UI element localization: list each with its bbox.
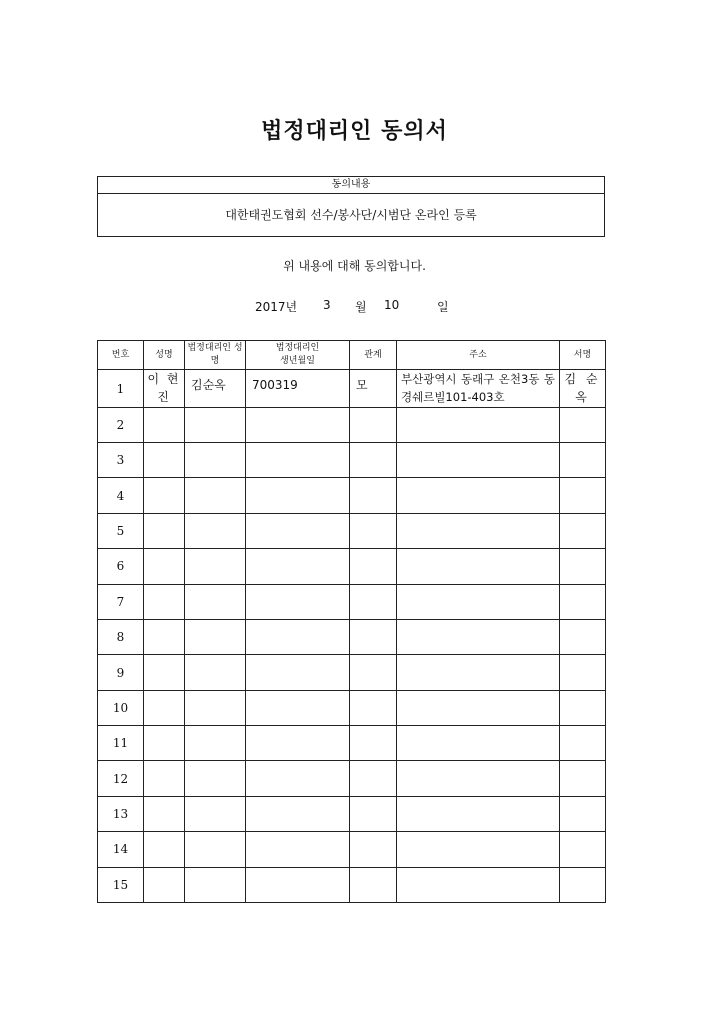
empty-cell [397,867,560,902]
empty-cell [397,513,560,548]
empty-cell [246,832,350,867]
empty-cell [397,478,560,513]
empty-cell [185,726,246,761]
empty-cell [560,655,606,690]
empty-cell [246,867,350,902]
empty-cell [560,796,606,831]
empty-cell [246,796,350,831]
empty-cell [246,690,350,725]
row-number: 13 [98,796,144,831]
table-row [98,761,606,796]
empty-cell [246,407,350,442]
empty-cell [560,407,606,442]
empty-cell [144,513,185,548]
row-number: 3 [98,443,144,478]
table-row [98,584,606,619]
header-name: 성명 [144,341,185,370]
empty-cell [560,513,606,548]
empty-cell [350,690,397,725]
empty-cell [144,796,185,831]
row-number: 5 [98,513,144,548]
empty-cell [350,478,397,513]
empty-cell [144,690,185,725]
header-address: 주소 [397,341,560,370]
empty-cell [144,478,185,513]
row-number: 10 [98,690,144,725]
empty-cell [246,513,350,548]
empty-cell [560,832,606,867]
empty-cell [246,619,350,654]
empty-cell [397,761,560,796]
empty-cell [350,513,397,548]
table-row [98,832,606,867]
table-row [98,655,606,690]
consent-statement: 위 내용에 대해 동의합니다. [283,259,426,273]
date-month-unit: 월 [355,300,367,314]
empty-cell [560,584,606,619]
guardian-table [97,340,606,903]
empty-cell [246,478,350,513]
table-row [98,478,606,513]
empty-cell [185,407,246,442]
empty-cell [397,832,560,867]
empty-cell [397,549,560,584]
empty-cell [185,443,246,478]
empty-cell [350,726,397,761]
empty-cell [185,761,246,796]
row-number: 6 [98,549,144,584]
empty-cell [350,443,397,478]
address: 부산광역시 동래구 온천3동 동경쉐르빌101-403호 [397,370,560,407]
table-row [98,726,606,761]
empty-cell [144,407,185,442]
empty-cell [397,619,560,654]
empty-cell [560,619,606,654]
empty-cell [560,443,606,478]
student-name: 이 현 진 [144,370,185,407]
table-header-row [98,341,606,370]
empty-cell [350,761,397,796]
guardian-name: 김순옥 [185,370,246,407]
table-row [98,690,606,725]
header-guardian-name: 법정대리인 성명 [185,341,246,370]
date-year: 2017년 [255,300,298,314]
empty-cell [144,655,185,690]
empty-cell [560,726,606,761]
empty-cell [185,690,246,725]
empty-cell [350,584,397,619]
row-number: 1 [98,370,144,407]
table-row [98,796,606,831]
empty-cell [144,832,185,867]
guardian-birth: 700319 [246,370,350,407]
empty-cell [397,584,560,619]
row-number: 11 [98,726,144,761]
table-row [98,619,606,654]
empty-cell [144,726,185,761]
empty-cell [246,549,350,584]
consent-header: 동의내용 [98,177,604,194]
empty-cell [185,867,246,902]
row-number: 2 [98,407,144,442]
empty-cell [144,761,185,796]
relation: 모 [350,370,397,407]
row-number: 8 [98,619,144,654]
empty-cell [144,443,185,478]
empty-cell [397,796,560,831]
header-guardian-birth: 법정대리인 생년월일 [246,341,350,370]
empty-cell [560,690,606,725]
header-no: 번호 [98,341,144,370]
empty-cell [397,655,560,690]
row-number: 4 [98,478,144,513]
date-month: 3 [323,298,331,312]
header-signature: 서명 [560,341,606,370]
table-row [98,407,606,442]
empty-cell [144,619,185,654]
consent-box [97,176,605,237]
empty-cell [350,619,397,654]
consent-content: 대한태권도협회 선수/봉사단/시범단 온라인 등록 [225,208,477,222]
row-number: 12 [98,761,144,796]
table-row [98,513,606,548]
empty-cell [350,867,397,902]
empty-cell [350,832,397,867]
date-day: 10 [384,298,400,312]
empty-cell [560,761,606,796]
empty-cell [185,513,246,548]
row-number: 9 [98,655,144,690]
table-row [98,549,606,584]
empty-cell [397,407,560,442]
empty-cell [185,584,246,619]
table-row [98,443,606,478]
empty-cell [144,549,185,584]
empty-cell [144,867,185,902]
empty-cell [350,655,397,690]
empty-cell [246,655,350,690]
empty-cell [246,584,350,619]
empty-cell [185,796,246,831]
empty-cell [185,832,246,867]
row-number: 14 [98,832,144,867]
empty-cell [185,478,246,513]
empty-cell [397,443,560,478]
empty-cell [560,549,606,584]
row-number: 15 [98,867,144,902]
row-number: 7 [98,584,144,619]
empty-cell [397,690,560,725]
empty-cell [144,584,185,619]
empty-cell [185,549,246,584]
document-title: 법정대리인 동의서 [261,119,448,144]
date-day-unit: 일 [437,300,449,314]
empty-cell [397,726,560,761]
empty-cell [246,443,350,478]
signature: 김 순 옥 [560,370,606,407]
header-relation: 관계 [350,341,397,370]
table-row [98,370,606,407]
empty-cell [185,655,246,690]
empty-cell [246,761,350,796]
empty-cell [246,726,350,761]
empty-cell [560,478,606,513]
table-row [98,867,606,902]
empty-cell [350,549,397,584]
empty-cell [185,619,246,654]
empty-cell [350,796,397,831]
empty-cell [560,867,606,902]
empty-cell [350,407,397,442]
